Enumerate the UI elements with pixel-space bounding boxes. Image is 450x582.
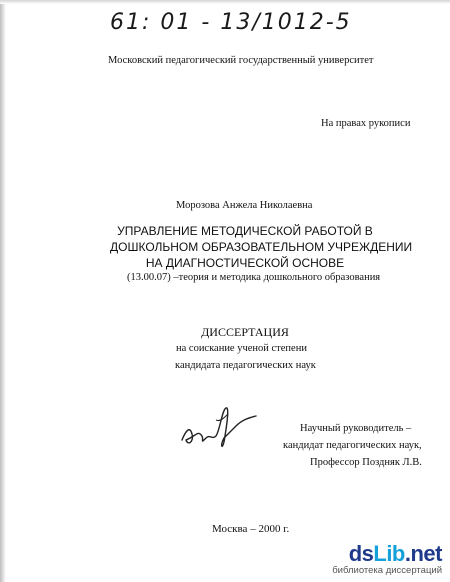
scan-edge-shadow-top — [0, 0, 450, 4]
logo-lib: Lib — [373, 541, 405, 566]
manuscript-rights-note: На правах рукописи — [321, 118, 411, 129]
supervisor-label: Научный руководитель – — [300, 423, 412, 434]
city-year: Москва – 2000 г. — [212, 523, 290, 535]
supervisor-name: Профессор Поздняк Л.В. — [310, 457, 422, 468]
university-name: Московский педагогический государственный университет — [108, 55, 374, 66]
title-line-3: НА ДИАГНОСТИЧЕСКОЙ ОСНОВЕ — [145, 256, 345, 270]
dslib-logo — [349, 541, 442, 567]
degree-line-2: кандидата педагогических наук — [175, 360, 316, 371]
handwritten-catalog-number: 61: 01 - 13/1012-5 — [110, 10, 352, 35]
supervisor-degree: кандидат педагогических наук, — [283, 440, 422, 451]
title-line-1: УПРАВЛЕНИЕ МЕТОДИЧЕСКОЙ РАБОТОЙ В — [117, 224, 373, 238]
dissertation-label: ДИССЕРТАЦИЯ — [201, 325, 289, 339]
scan-edge-shadow-left — [0, 0, 6, 582]
logo-ds: ds — [348, 541, 374, 566]
title-line-2: ДОШКОЛЬНОМ ОБРАЗОВАТЕЛЬНОМ УЧРЕЖДЕНИИ — [110, 240, 413, 254]
specialty-code: (13.00.07) –теория и методика дошкольного образования — [127, 272, 381, 283]
dslib-watermark[interactable] — [332, 541, 442, 576]
handwritten-signature — [176, 400, 266, 455]
degree-line-1: на соискание ученой степени — [176, 343, 307, 354]
author-name: Морозова Анжела Николаевна — [176, 200, 313, 211]
logo-net: .net — [404, 541, 442, 566]
watermark-subtitle: библиотека диссертаций — [332, 565, 442, 576]
